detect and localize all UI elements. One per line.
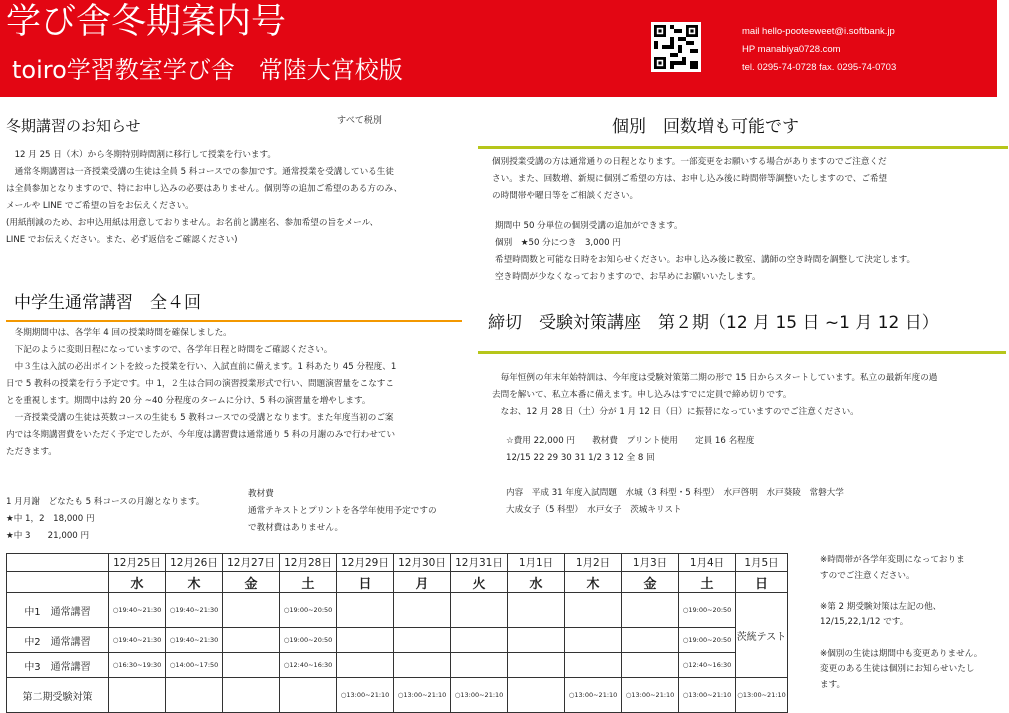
text-line: 個別 ★50 分につき 3,000 円	[495, 238, 621, 248]
side-notes	[820, 553, 1008, 693]
text-line: ます。	[820, 679, 846, 690]
contact-tel: tel. 0295-74-0728 fax. 0295-74-0703	[742, 62, 897, 73]
time-cell	[508, 678, 565, 713]
text-line: 変更のある生徒は個別にお知らせいたし	[820, 664, 975, 675]
date-header-row	[7, 554, 788, 572]
header-subtitle: toiro学習教室学び舎 常陸大宮校版	[12, 56, 403, 84]
text-line: LINE でお伝えください。また、必ず返信をご確認ください)	[6, 235, 238, 245]
time-cell: ○14:00~17:50	[166, 653, 223, 678]
text-line: 日で 5 教科の授業を行う予定です。中 1，２生は合同の演習授業形式で行い、問題演習量をこなすこ	[6, 379, 394, 389]
divider-green	[478, 146, 1008, 149]
text-line: なお、12 月 28 日（土）分が 1 月 12 日（日）に振替になっていますのでご注意ください。	[492, 407, 859, 417]
time-cell: ○19:00~20:50	[679, 628, 736, 653]
time-cell	[337, 593, 394, 628]
weekday-cell: 木	[166, 572, 223, 593]
weekday-cell: 火	[451, 572, 508, 593]
text-line: 期間中 50 分単位の個別受講の追加ができます。	[495, 221, 683, 231]
text-line: 一斉授業受講の生徒は英数コースの生徒も 5 教科コースでの受講となります。また年度当初のご案	[6, 413, 394, 423]
time-cell: ○12:40~16:30	[280, 653, 337, 678]
exam-body	[492, 370, 1007, 421]
text-line: 通常テキストとプリントを各学年使用予定ですの	[248, 506, 437, 516]
header-title: 学び舎冬期案内号	[6, 2, 287, 42]
weekday-cell: 月	[394, 572, 451, 593]
text-line: ※時間帯が各学年変則になっておりま	[820, 555, 965, 565]
table-row	[7, 678, 788, 713]
time-cell	[337, 628, 394, 653]
date-cell: 12月29日	[337, 554, 394, 572]
weekday-cell: 水	[508, 572, 565, 593]
time-cell	[622, 653, 679, 678]
time-cell	[223, 678, 280, 713]
time-cell: ○19:00~20:50	[280, 593, 337, 628]
text-line: 冬期期間中は、各学年 4 回の授業時間を確保しました。	[6, 328, 232, 338]
individual-detail	[495, 218, 1005, 286]
text-line: 1 月月謝 どなたも 5 科コースの月謝となります。	[6, 497, 205, 507]
text-line: 毎年恒例の年末年始特訓は、今年度は受験対策第二期の形で 15 日からスタートしています。私立の最新年度の過	[492, 373, 938, 383]
divider-orange	[6, 320, 462, 322]
time-cell: ○13:00~21:10	[736, 678, 788, 713]
exam-content	[506, 485, 1006, 519]
text-line: 12/15,22,1/12 です。	[820, 617, 909, 628]
text-line: 去問を解いて、私立本番に備えます。申し込みはすでに定員で締め切りです。	[492, 390, 792, 400]
text-line: 教材費	[248, 489, 274, 499]
time-cell	[451, 628, 508, 653]
qr-code-icon	[651, 22, 701, 72]
table-row	[7, 653, 788, 678]
text-line: 中３生は入試の必出ポイントを絞った授業を行い、入試直前に備えます。1 科あたり 45 分程度、1	[6, 362, 397, 372]
text-line: メールや LINE でご希望の旨をお伝えください。	[6, 201, 194, 211]
time-cell	[223, 628, 280, 653]
time-cell	[223, 593, 280, 628]
time-cell	[280, 678, 337, 713]
time-cell	[166, 678, 223, 713]
corner-cell	[7, 554, 109, 572]
date-cell: 12月30日	[394, 554, 451, 572]
time-cell: ○13:00~21:10	[622, 678, 679, 713]
time-cell	[508, 628, 565, 653]
time-cell	[337, 653, 394, 678]
row-label: 第二期受験対策	[7, 678, 109, 713]
contact-mail: mail hello-pooteeweet@i.softbank.jp	[742, 26, 895, 37]
weekday-header-row	[7, 572, 788, 593]
time-cell: ○13:00~21:10	[394, 678, 451, 713]
time-cell: ○12:40~16:30	[679, 653, 736, 678]
date-cell: 1月3日	[622, 554, 679, 572]
date-cell: 12月31日	[451, 554, 508, 572]
weekday-cell: 日	[736, 572, 788, 593]
row-label: 中2 通常講習	[7, 628, 109, 653]
weekday-cell: 日	[337, 572, 394, 593]
time-cell: ○13:00~21:10	[451, 678, 508, 713]
row-label: 中3 通常講習	[7, 653, 109, 678]
time-cell	[451, 653, 508, 678]
date-cell: 12月25日	[109, 554, 166, 572]
time-cell	[622, 593, 679, 628]
monthly-fee	[6, 494, 246, 545]
time-cell: ○19:00~20:50	[280, 628, 337, 653]
text-line: とを重視します。期間中は約 20 分 ~40 分程度のタームに分け、5 科の演習量を増やします。	[6, 396, 371, 406]
individual-title: 個別 回数増も可能です	[612, 117, 799, 137]
time-cell	[451, 593, 508, 628]
time-cell: ○19:40~21:30	[166, 628, 223, 653]
time-cell	[565, 628, 622, 653]
text-line: ★中 3 21,000 円	[6, 531, 90, 541]
text-line: さい。また、回数増、新規に個別ご希望の方は、お申し込み後に時間帯等調整いたしますので、ご希望	[492, 174, 888, 184]
text-line: の時間帯や曜日等をご相談ください。	[492, 191, 639, 201]
text-line: 希望時間数と可能な日時をお知らせください。お申し込み後に教室、講師の空き時間を調整して決定します。	[495, 255, 916, 265]
table-row	[7, 593, 788, 628]
date-cell: 1月5日	[736, 554, 788, 572]
weekday-cell: 金	[223, 572, 280, 593]
material-fee	[248, 486, 476, 537]
row-label: 中1 通常講習	[7, 593, 109, 628]
text-line: ※第 2 期受験対策は左記の他、	[820, 601, 942, 612]
weekday-cell: 水	[109, 572, 166, 593]
winter-notice-title: 冬期講習のお知らせ	[6, 117, 141, 135]
time-cell	[109, 678, 166, 713]
time-cell: ○19:40~21:30	[166, 593, 223, 628]
individual-body	[492, 154, 1004, 205]
time-cell	[565, 653, 622, 678]
text-line: 空き時間が少なくなっておりますので、お早めにお願いいたします。	[495, 272, 761, 282]
text-line: 12 月 25 日（木）から冬期特別時間割に移行して授業を行います。	[6, 150, 277, 160]
time-cell: ○16:30~19:30	[109, 653, 166, 678]
time-cell	[565, 593, 622, 628]
text-line: ただきます。	[6, 447, 57, 457]
time-cell	[622, 628, 679, 653]
divider-green	[478, 351, 1006, 354]
winter-notice-body	[6, 147, 466, 249]
tax-note: すべて税別	[337, 116, 382, 126]
time-cell	[508, 653, 565, 678]
time-cell	[394, 653, 451, 678]
text-line: ※個別の生徒は期間中も変更ありません。	[820, 648, 983, 659]
junior-high-title: 中学生通常講習 全４回	[14, 293, 201, 313]
date-cell: 12月27日	[223, 554, 280, 572]
date-cell: 12月28日	[280, 554, 337, 572]
test-cell: 茨統テスト	[736, 593, 788, 678]
date-cell: 1月4日	[679, 554, 736, 572]
text-line: 大成女子（5 科型） 水戸女子 茨城キリスト	[506, 505, 682, 515]
time-cell: ○19:00~20:50	[679, 593, 736, 628]
text-line: 下記のように変則日程になっていますので、各学年日程と時間をご確認ください。	[6, 345, 333, 355]
text-line	[820, 631, 1008, 647]
weekday-cell: 土	[679, 572, 736, 593]
text-line: ★中 1，2 18,000 円	[6, 514, 95, 524]
table-row	[7, 628, 788, 653]
text-line: 内容 平成 31 年度入試問題 水城（3 科型・5 科型） 水戸啓明 水戸葵陵 常磐大学	[506, 488, 844, 498]
time-cell: ○19:40~21:30	[109, 593, 166, 628]
junior-high-body	[6, 325, 468, 461]
time-cell: ○13:00~21:10	[565, 678, 622, 713]
weekday-cell: 金	[622, 572, 679, 593]
exam-fees	[506, 433, 1006, 467]
text-line: 通常冬期講習は一斉授業受講の生徒は全員 5 科コースでの参加です。通常授業を受講している生徒	[6, 167, 394, 177]
time-cell: ○13:00~21:10	[679, 678, 736, 713]
time-cell	[223, 653, 280, 678]
text-line: すのでご注意ください。	[820, 570, 915, 581]
text-line: 内では冬期講習費をいただく予定でしたが、今年度は講習費は通常通り 5 科の月謝のみで行わせてい	[6, 430, 396, 440]
time-cell	[508, 593, 565, 628]
date-cell: 1月2日	[565, 554, 622, 572]
date-cell: 12月26日	[166, 554, 223, 572]
weekday-cell: 土	[280, 572, 337, 593]
text-line: 個別授業受講の方は通常通りの日程となります。一部変更をお願いする場合がありますのでご注意くだ	[492, 157, 887, 167]
time-cell	[394, 628, 451, 653]
weekday-cell: 木	[565, 572, 622, 593]
exam-title: 締切 受験対策講座 第２期（12 月 15 日 ~1 月 12 日）	[488, 313, 939, 333]
contact-hp: HP manabiya0728.com	[742, 44, 841, 55]
text-line: (用紙削減のため、お申込用紙は用意しておりません。お名前と講座名、参加希望の旨をメール、	[6, 218, 379, 228]
time-cell: ○13:00~21:10	[337, 678, 394, 713]
text-line: ☆費用 22,000 円 教材費 プリント使用 定員 16 名程度	[506, 436, 755, 446]
time-cell	[394, 593, 451, 628]
text-line: は全員参加となりますので、特にお申し込みの必要はありません。個別等の追加ご希望のある方のみ、	[6, 184, 403, 194]
corner-cell	[7, 572, 109, 593]
text-line: で教材費はありません。	[248, 523, 344, 533]
text-line	[820, 584, 1008, 600]
text-line: 12/15 22 29 30 31 1/2 3 12 全 8 回	[506, 453, 655, 463]
schedule-table	[6, 553, 788, 713]
date-cell: 1月1日	[508, 554, 565, 572]
time-cell: ○19:40~21:30	[109, 628, 166, 653]
